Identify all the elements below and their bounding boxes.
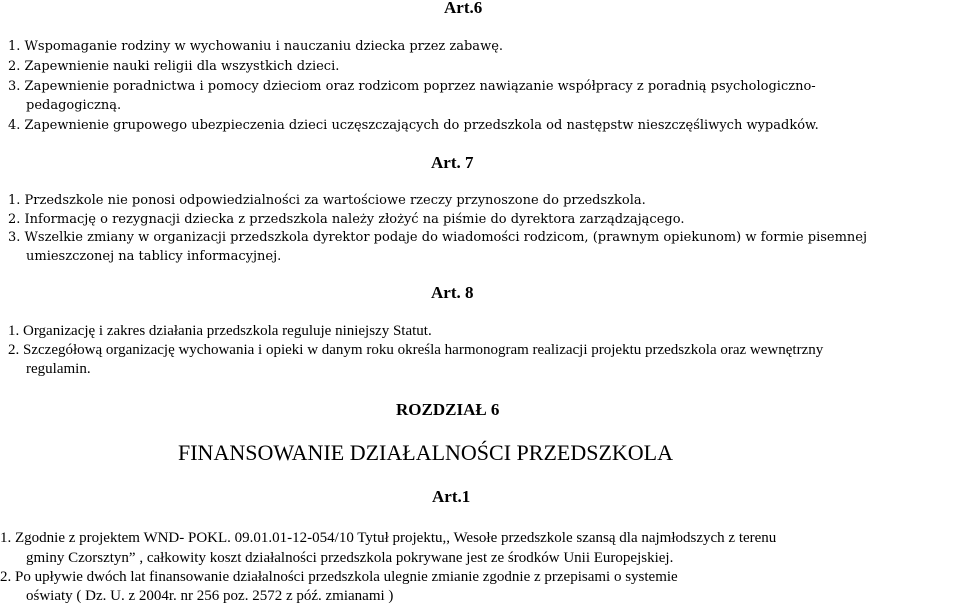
art6-item-4: 4. Zapewnienie grupowego ubezpieczenia dzieci uczęszczających do przedszkola od następstw nieszczęśliwych wypadków. bbox=[8, 118, 819, 133]
art1-item-2: 2. Po upływie dwóch lat finansowanie działalności przedszkola ulegnie zmianie zgodnie z przepisami o systemie bbox=[0, 569, 678, 585]
art6-item-1: 1. Wspomaganie rodziny w wychowaniu i nauczaniu dziecka przez zabawę. bbox=[8, 39, 504, 54]
art6-item-3: 3. Zapewnienie poradnictwa i pomocy dzieciom oraz rodzicom poprzez nawiązanie współpracy z poradnią psychologiczno- bbox=[8, 79, 816, 94]
art1-item-1: 1. Zgodnie z projektem WND- POKL. 09.01.01-12-054/10 Tytuł projektu,, Wesołe przedszkole szansą dla najmłodszych z terenu bbox=[0, 530, 777, 546]
art8-item-2: 2. Szczegółową organizację wychowania i opieki w danym roku określa harmonogram realizacji projektu przedszkola oraz wewnętrzny bbox=[8, 342, 824, 358]
art1-item-1-cont: gminy Czorsztyn” , całkowity koszt działalności przedszkola pokrywane jest ze środków Unii Europejskiej. bbox=[26, 550, 674, 566]
art8-item-1: 1. Organizację i zakres działania przedszkola reguluje niniejszy Statut. bbox=[8, 323, 432, 339]
art8-title: Art. 8 bbox=[431, 283, 474, 302]
art6-item-2: 2. Zapewnienie nauki religii dla wszystkich dzieci. bbox=[8, 59, 340, 74]
chapter-title: FINANSOWANIE DZIAŁALNOŚCI PRZEDSZKOLA bbox=[178, 440, 673, 465]
art8-item-2-cont: regulamin. bbox=[26, 361, 91, 377]
art1-title: Art.1 bbox=[432, 487, 471, 506]
art1-item-2-cont: oświaty ( Dz. U. z 2004r. nr 256 poz. 2572 z póź. zmianami ) bbox=[26, 588, 394, 604]
chapter-label: ROZDZIAŁ 6 bbox=[396, 400, 500, 419]
art7-item-3-cont: umieszczonej na tablicy informacyjnej. bbox=[26, 249, 282, 264]
art6-item-3-cont: pedagogiczną. bbox=[26, 98, 122, 113]
art7-item-1: 1. Przedszkole nie ponosi odpowiedzialności za wartościowe rzeczy przynoszone do przedszkola. bbox=[8, 193, 646, 208]
art7-item-3: 3. Wszelkie zmiany w organizacji przedszkola dyrektor podaje do wiadomości rodzicom, (prawnym opiekunom) w formie pisemnej bbox=[8, 230, 868, 245]
art7-title: Art. 7 bbox=[431, 153, 474, 172]
art6-title: Art.6 bbox=[444, 0, 483, 17]
art7-item-2: 2. Informację o rezygnacji dziecka z przedszkola należy złożyć na piśmie do dyrektora zarządzającego. bbox=[8, 212, 685, 227]
